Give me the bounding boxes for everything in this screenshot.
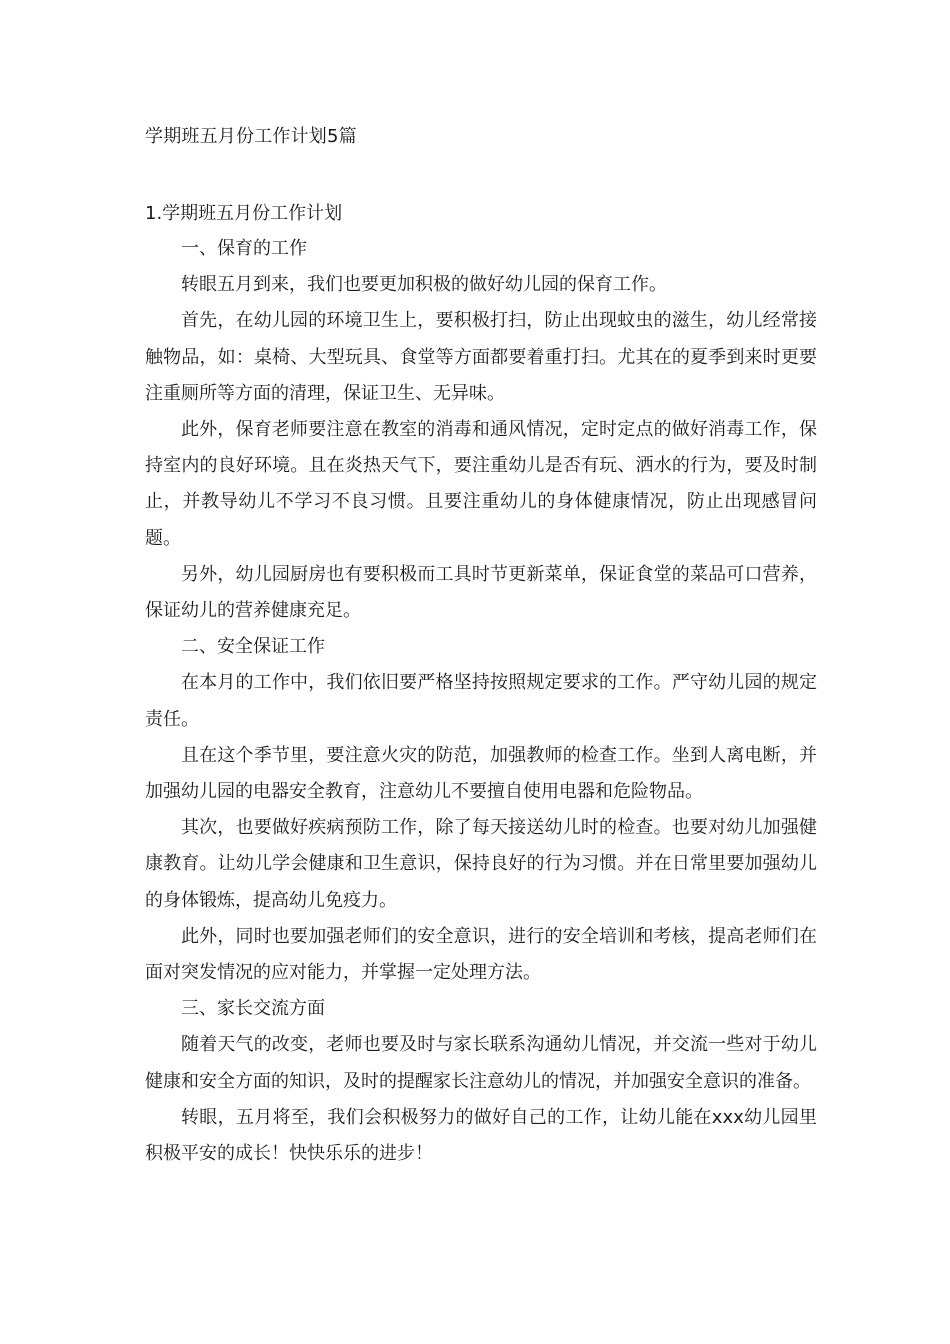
section-title: 1.学期班五月份工作计划 bbox=[145, 203, 343, 224]
heading-childcare: 一、保育的工作 bbox=[181, 238, 307, 259]
heading-parent-communication: 三、家长交流方面 bbox=[181, 998, 325, 1020]
paragraph: 转眼五月到来，我们也要更加积极的做好幼儿园的保育工作。 bbox=[181, 274, 667, 296]
paragraph: 且在这个季节里，要注意火灾的防范，加强教师的检查工作。坐到人离电断，并加强幼儿园的电器安全教育，注意幼儿不要擅自使用电器和危险物品。 bbox=[145, 744, 817, 803]
document-body bbox=[145, 231, 817, 1172]
paragraph: 此外，同时也要加强老师们的安全意识，进行的安全培训和考核，提高老师们在面对突发情况的应对能力，并掌握一定处理方法。 bbox=[145, 925, 817, 984]
paragraph: 随着天气的改变，老师也要及时与家长联系沟通幼儿情况，并交流一些对于幼儿健康和安全方面的知识，及时的提醒家长注意幼儿的情况，并加强安全意识的准备。 bbox=[145, 1034, 817, 1092]
paragraph: 在本月的工作中，我们依旧要严格坚持按照规定要求的工作。严守幼儿园的规定责任。 bbox=[145, 672, 817, 730]
paragraph: 此外，保育老师要注意在教室的消毒和通风情况，定时定点的做好消毒工作，保持室内的良好环境。且在炎热天气下，要注重幼儿是否有玩、洒水的行为，要及时制止，并教导幼儿不学习不良习惯。且要注重幼儿的身体健康情况，防止出现感冒问题。 bbox=[145, 419, 817, 549]
paragraph: 转眼，五月将至，我们会积极努力的做好自己的工作，让幼儿能在xxx幼儿园里积极平安的成长！快快乐乐的进步！ bbox=[145, 1106, 817, 1165]
paragraph: 另外，幼儿园厨房也有要积极而工具时节更新菜单，保证食堂的菜品可口营养，保证幼儿的营养健康充足。 bbox=[145, 563, 817, 622]
paragraph: 首先，在幼儿园的环境卫生上，要积极打扫，防止出现蚊虫的滋生，幼儿经常接触物品，如：桌椅、大型玩具、食堂等方面都要着重打扫。尤其在的夏季到来时更要注重厕所等方面的清理，保证卫生、无异味。 bbox=[145, 310, 817, 404]
heading-safety: 二、安全保证工作 bbox=[181, 636, 325, 658]
paragraph: 其次，也要做好疾病预防工作，除了每天接送幼儿时的检查。也要对幼儿加强健康教育。让幼儿学会健康和卫生意识，保持良好的行为习惯。并在日常里要加强幼儿的身体锻炼，提高幼儿免疫力。 bbox=[145, 817, 817, 911]
document-title: 学期班五月份工作计划5篇 bbox=[145, 126, 357, 147]
